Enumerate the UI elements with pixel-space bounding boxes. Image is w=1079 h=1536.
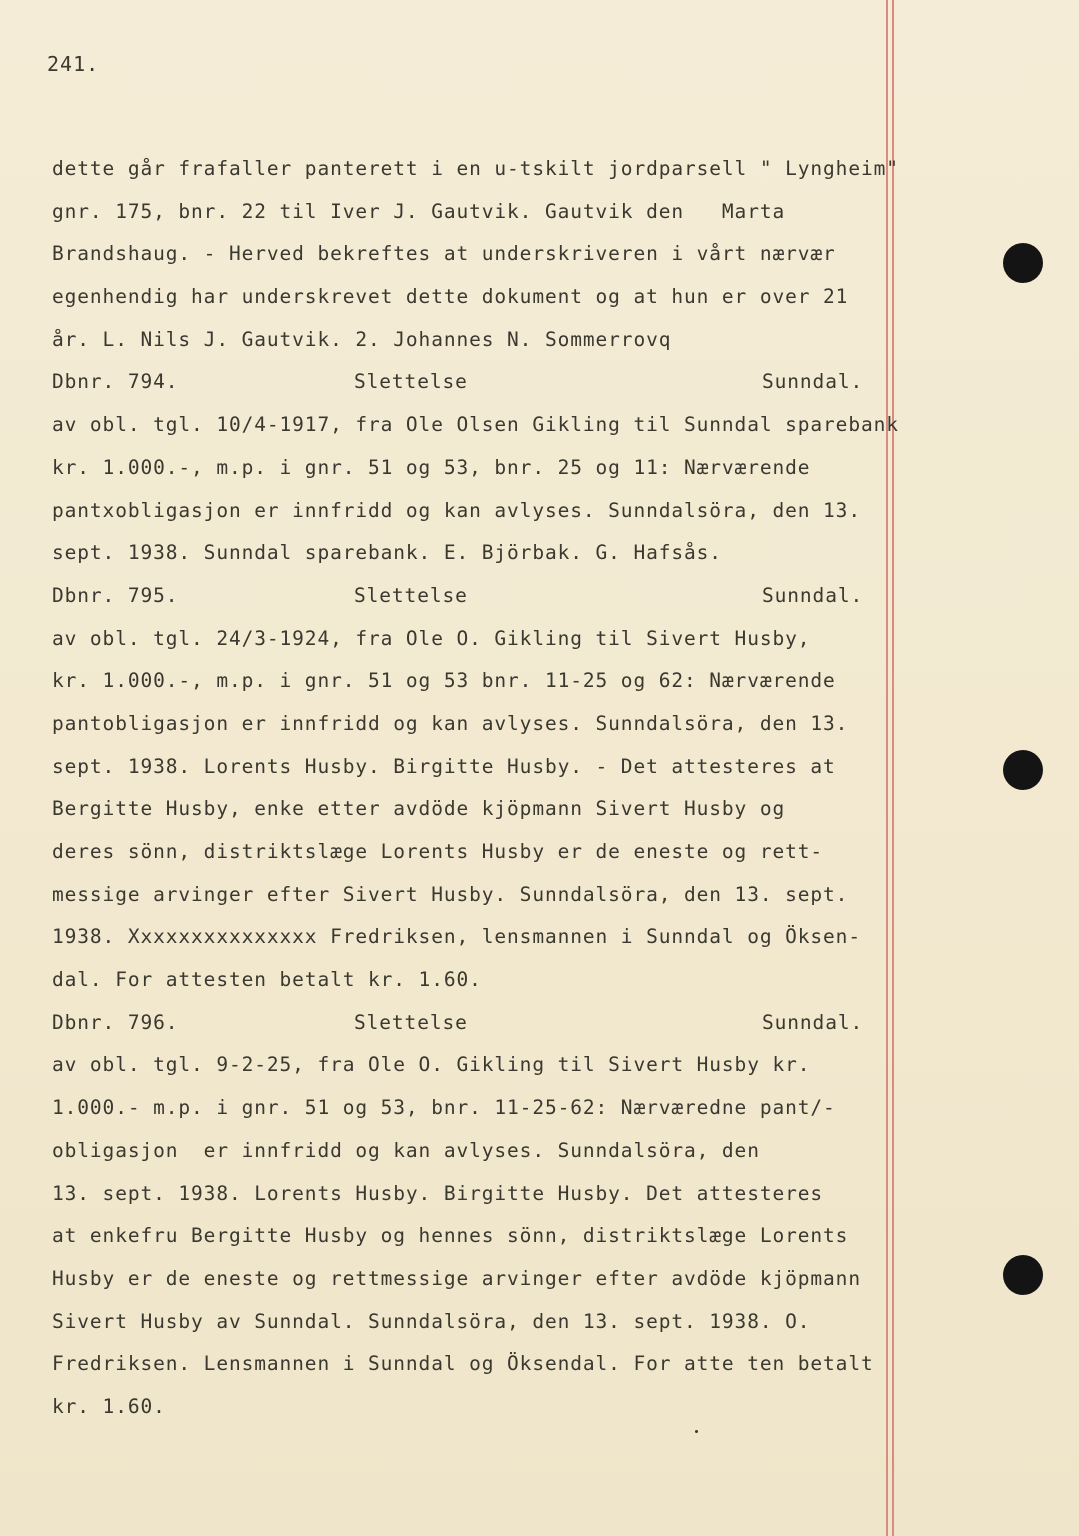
entry-header-796 — [52, 1002, 902, 1045]
text-line: messige arvinger efter Sivert Husby. Sunndalsöra, den 13. sept. — [52, 882, 849, 906]
text-line: 1.000.- m.p. i gnr. 51 og 53, bnr. 11-25-62: Nærværedne pant/- — [52, 1096, 836, 1120]
punch-hole — [1003, 243, 1043, 283]
entry-title: Slettelse — [354, 1010, 468, 1034]
entry-dbnr: Dbnr. 795. — [52, 583, 179, 607]
text-line: kr. 1.000.-, m.p. i gnr. 51 og 53, bnr. 25 og 11: Nærværende — [52, 455, 811, 479]
document-text — [52, 148, 902, 1429]
page-number: 241. — [47, 52, 100, 76]
text-line: Husby er de eneste og rettmessige arvinger efter avdöde kjöpmann — [52, 1266, 861, 1290]
text-line: sept. 1938. Sunndal sparebank. E. Björbak. G. Hafsås. — [52, 541, 722, 565]
text-line: år. L. Nils J. Gautvik. 2. Johannes N. Sommerrovq — [52, 327, 672, 351]
text-line: gnr. 175, bnr. 22 til Iver J. Gautvik. Gautvik den Marta — [52, 199, 786, 223]
ink-mark — [695, 1430, 698, 1433]
text-line: Bergitte Husby, enke etter avdöde kjöpmann Sivert Husby og — [52, 797, 786, 821]
text-line: deres sönn, distriktslæge Lorents Husby er de eneste og rett- — [52, 840, 824, 863]
text-line: kr. 1.60. — [52, 1394, 166, 1418]
text-line: Fredriksen. Lensmannen i Sunndal og Öksendal. For atte ten betalt — [52, 1352, 874, 1376]
entry-title: Slettelse — [354, 370, 468, 394]
punch-hole — [1003, 1255, 1043, 1295]
entry-place: Sunndal. — [762, 370, 864, 394]
text-line: kr. 1.000.-, m.p. i gnr. 51 og 53 bnr. 11-25 og 62: Nærværende — [52, 669, 836, 693]
text-line: Sivert Husby av Sunndal. Sunndalsöra, den 13. sept. 1938. O. — [52, 1309, 811, 1333]
text-line: av obl. tgl. 10/4-1917, fra Ole Olsen Gikling til Sunndal sparebank — [52, 413, 899, 437]
entry-dbnr: Dbnr. 796. — [52, 1010, 179, 1034]
text-line: pantxobligasjon er innfridd og kan avlyses. Sunndalsöra, den 13. — [52, 498, 861, 522]
text-line: egenhendig har underskrevet dette dokument og at hun er over 21 — [52, 285, 849, 309]
text-line: dal. For attesten betalt kr. 1.60. — [52, 968, 482, 992]
text-line: av obl. tgl. 24/3-1924, fra Ole O. Gikling til Sivert Husby, — [52, 626, 811, 650]
text-line: dette går frafaller panterett i en u-tskilt jordparsell " Lyngheim" — [52, 157, 899, 180]
entry-place: Sunndal. — [762, 583, 864, 607]
text-line: av obl. tgl. 9-2-25, fra Ole O. Gikling til Sivert Husby kr. — [52, 1053, 811, 1077]
entry-header-794 — [52, 361, 902, 404]
entry-place: Sunndal. — [762, 1010, 864, 1034]
text-line: obligasjon er innfridd og kan avlyses. Sunndalsöra, den — [52, 1138, 760, 1162]
text-line: sept. 1938. Lorents Husby. Birgitte Husby. - Det attesteres at — [52, 754, 836, 778]
text-line: Brandshaug. - Herved bekreftes at underskriveren i vårt nærvær — [52, 242, 836, 266]
text-line: pantobligasjon er innfridd og kan avlyses. Sunndalsöra, den 13. — [52, 711, 849, 735]
text-line: 1938. Xxxxxxxxxxxxxxx Fredriksen, lensmannen i Sunndal og Öksen- — [52, 925, 861, 949]
entry-dbnr: Dbnr. 794. — [52, 370, 179, 394]
entry-title: Slettelse — [354, 583, 468, 607]
text-line: 13. sept. 1938. Lorents Husby. Birgitte Husby. Det attesteres — [52, 1181, 824, 1205]
text-line: at enkefru Bergitte Husby og hennes sönn, distriktslæge Lorents — [52, 1224, 849, 1248]
punch-hole — [1003, 750, 1043, 790]
entry-header-795 — [52, 575, 902, 618]
